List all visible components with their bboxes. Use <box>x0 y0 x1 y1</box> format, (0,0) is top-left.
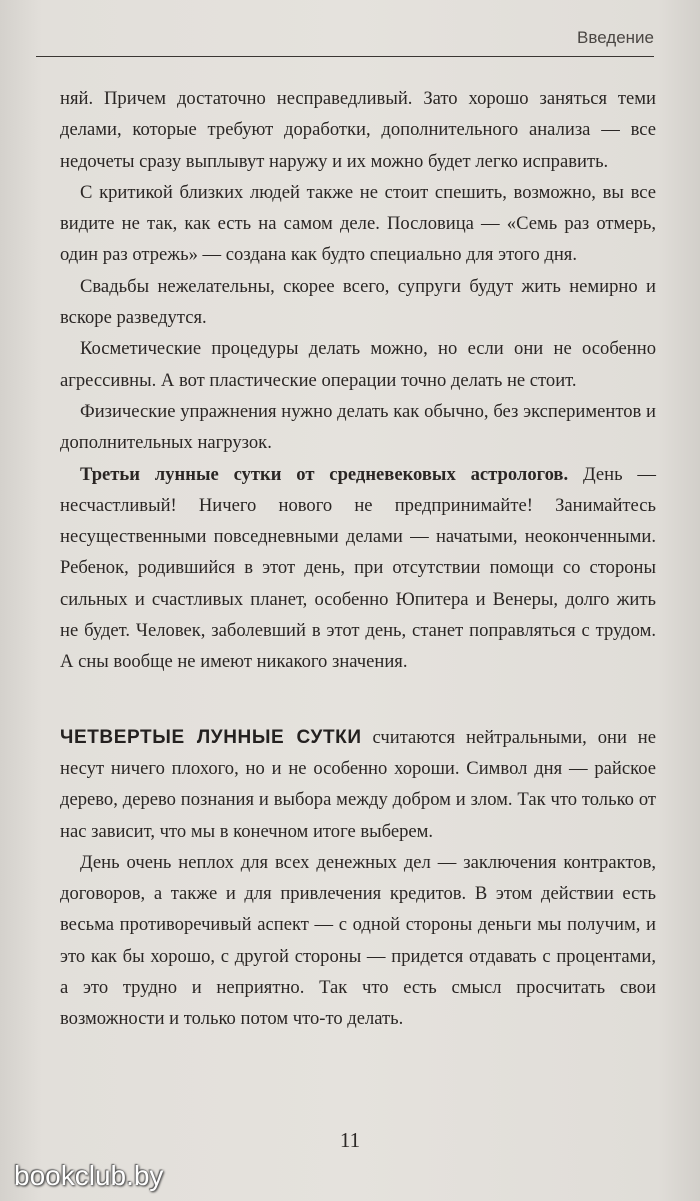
page-number: 11 <box>339 1128 361 1152</box>
running-header <box>36 26 654 57</box>
paragraph: Свадьбы нежелательны, скорее всего, супруги будут жить немирно и вскоре разведутся. <box>60 275 656 329</box>
paragraph: Физические упражнения нужно делать как обычно, без экспериментов и дополнительных нагрузок. <box>60 400 656 454</box>
paragraph: Косметические процедуры делать можно, но если они не особенно агрессивны. А вот пластические операции точно делать не стоит. <box>60 338 656 391</box>
paragraph <box>60 459 656 678</box>
section-title: Введение <box>577 28 654 47</box>
paragraph: няй. Причем достаточно несправедливый. Зато хорошо заняться теми делами, которые требуют доработки, дополнительного анализа — все недочеты сразу выплывут наружу и их можно будет легко исправить. <box>60 88 656 172</box>
section-paragraph <box>60 722 656 847</box>
section-heading: ЧЕТВЕРТЫЕ ЛУННЫЕ СУТКИ <box>60 726 362 748</box>
bold-lead-in: Третьи лунные сутки от средневековых астрологов. <box>80 463 569 485</box>
paragraph-text: считаются нейтральными, они не несут ничего плохого, но и не особенно хороши. Символ дня — райское дерево, дерево познания и выбора между добром и злом. Так что только от нас зависит, что мы в конечном итоге выберем. <box>60 726 656 842</box>
paragraph: День очень неплох для всех денежных дел — заключения контрактов, договоров, а также и для привлечения кредитов. В этом действии есть весьма противоречивый аспект — с одной стороны деньги мы получим, и это как бы хорошо, с другой стороны — придется отдавать с процентами, а это трудно и неприятно. Так что есть смысл просчитать свои возможности и только потом что-то делать. <box>60 851 656 1030</box>
paragraph: С критикой близких людей также не стоит спешить, возможно, вы все видите не так, как есть на самом деле. Пословица — «Семь раз отмерь, один раз отрежь» — создана как будто специально для этого дня. <box>60 181 656 266</box>
watermark-text: bookclub.by <box>14 1160 164 1191</box>
paragraph-text: День — несчастливый! Ничего нового не предпринимайте! Занимайтесь несущественными повседневными делами — начатыми, неоконченными. Ребенок, родившийся в этот день, при отсутствии помощи со стороны сильных и счастливых планет, особенно Юпитера и Венеры, долго жить не будет. Человек, заболевший в этот день, станет поправляться с трудом. А сны вообще не имеют никакого значения. <box>60 463 656 673</box>
body-text <box>60 83 656 1035</box>
